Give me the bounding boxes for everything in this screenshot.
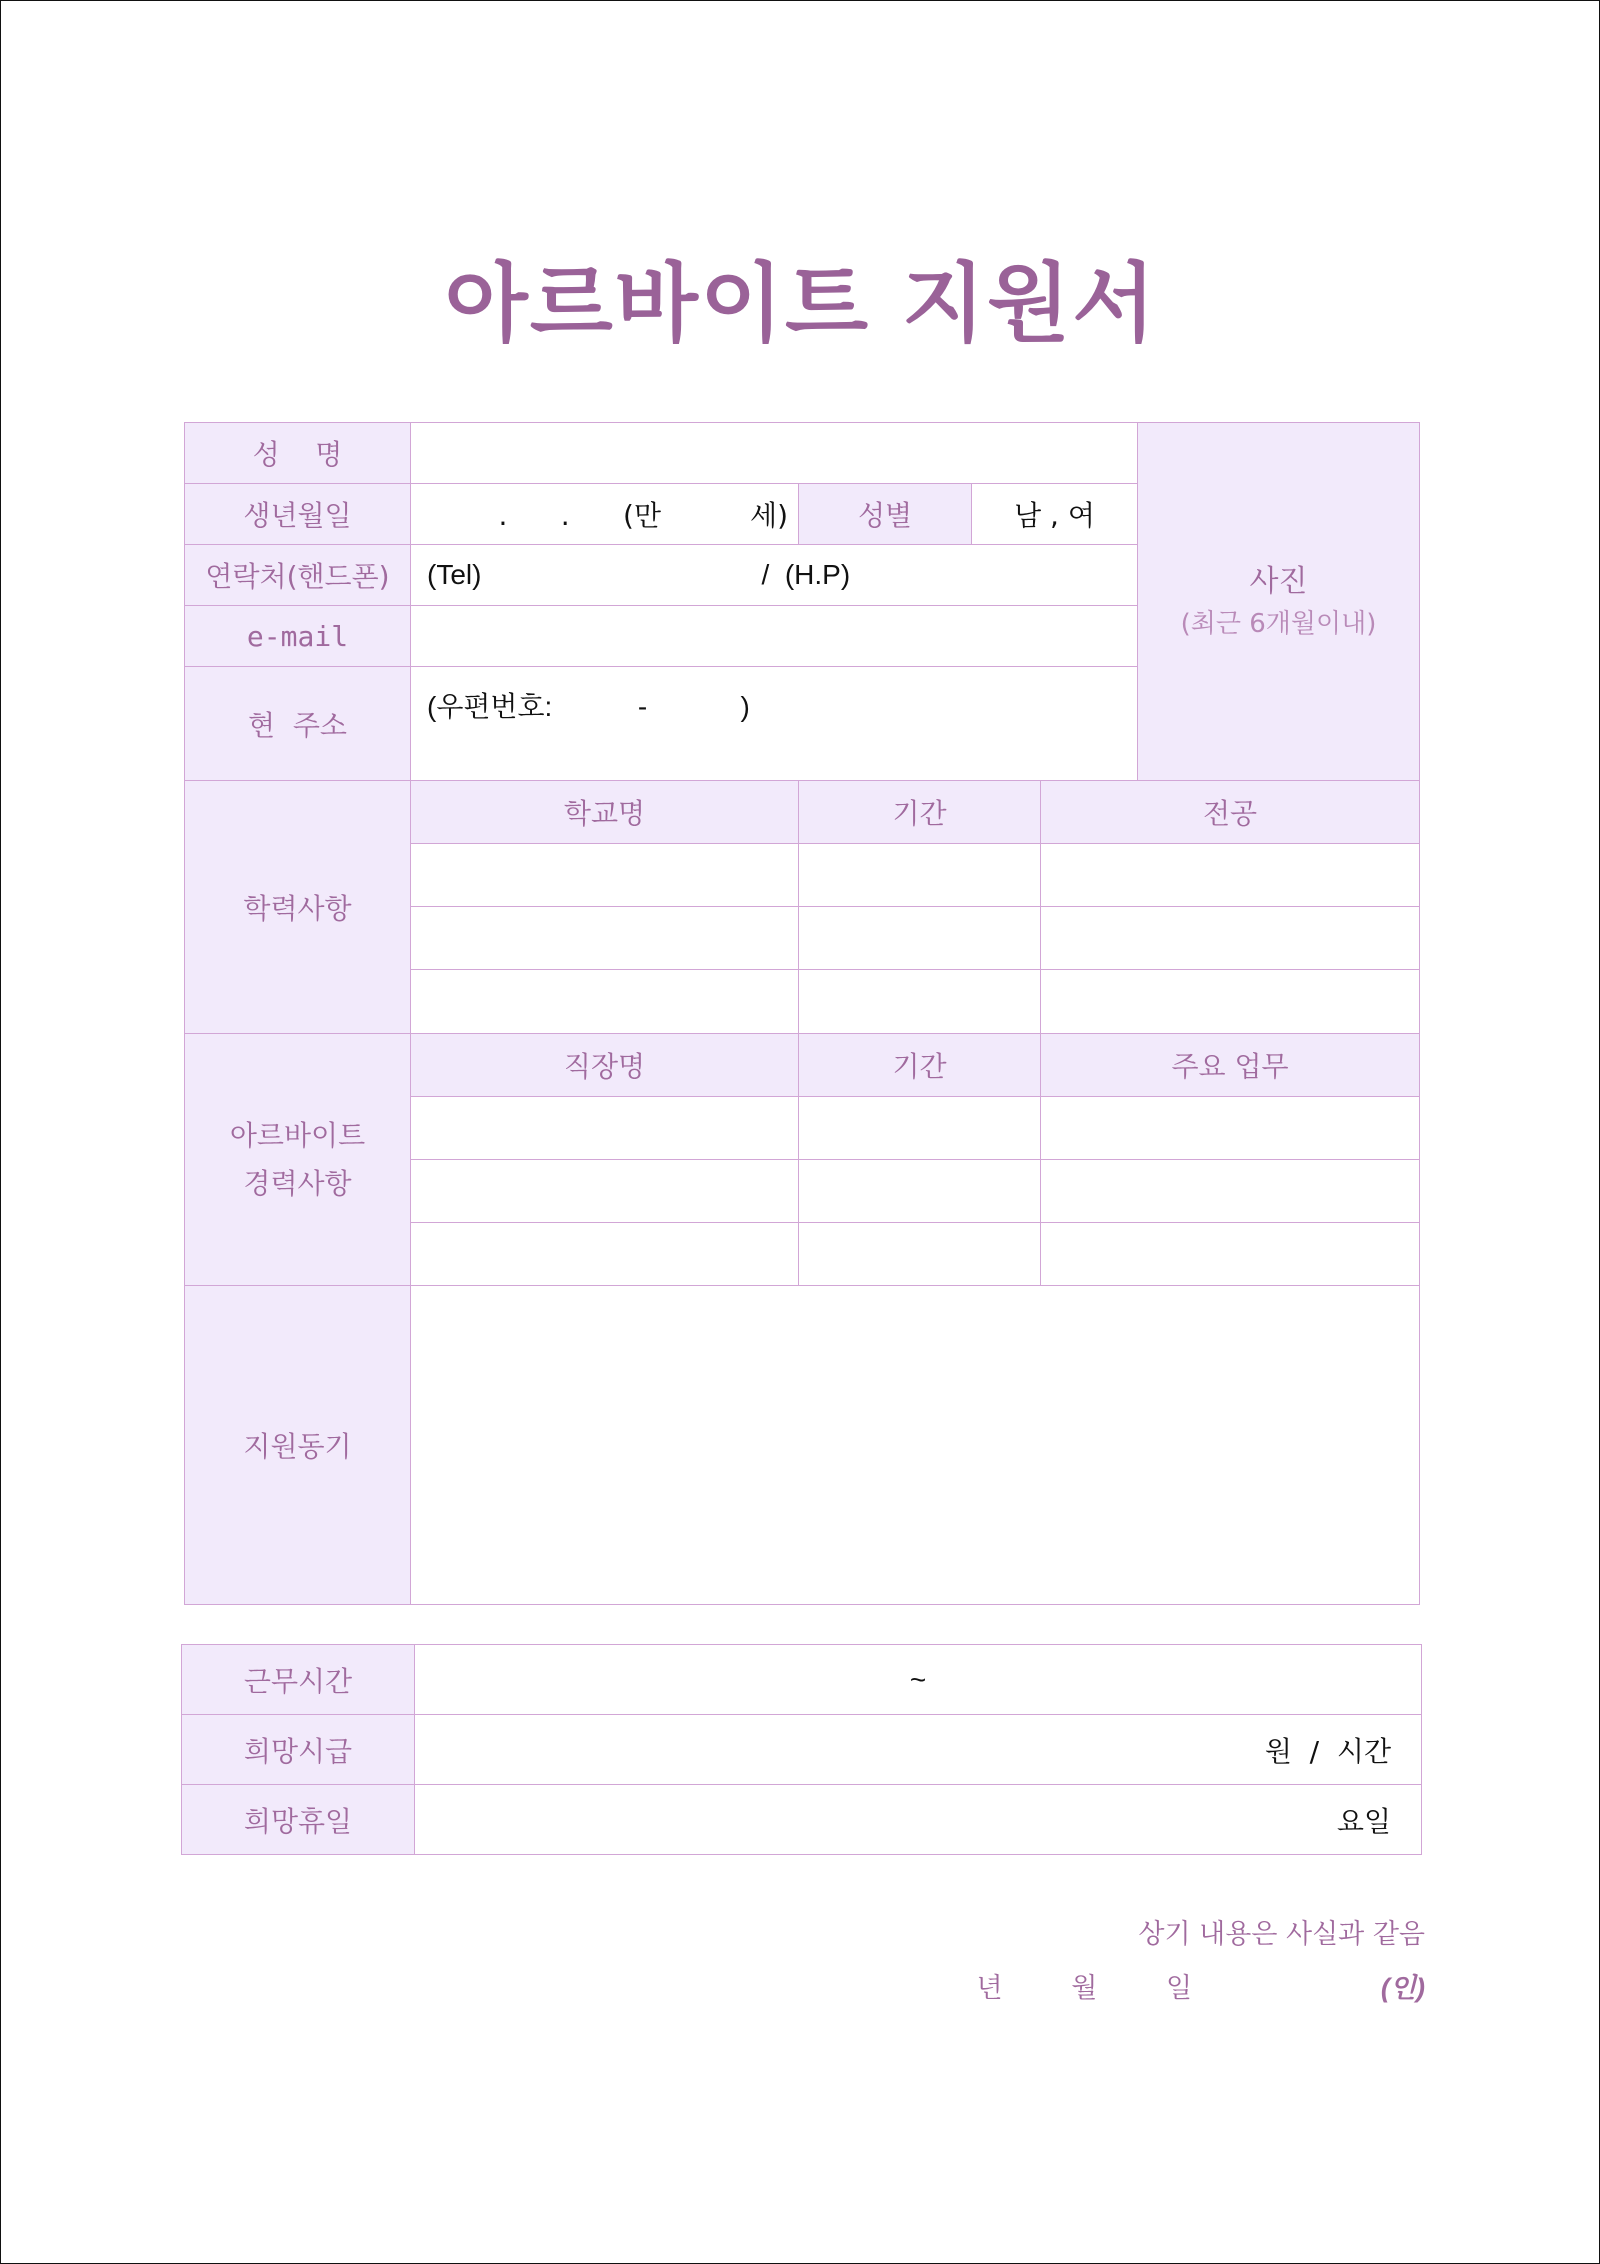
motivation-label: 지원동기 [184,1285,411,1605]
career-header-duties: 주요 업무 [1040,1033,1420,1097]
career-workplace-cell[interactable] [410,1159,799,1223]
education-period-cell[interactable] [798,843,1041,907]
desired-wage-label: 희망시급 [181,1714,415,1785]
education-major-cell[interactable] [1040,843,1420,907]
address-label: 현 주소 [184,666,411,781]
desired-holiday-field[interactable]: 요일 [414,1784,1422,1855]
education-school-cell[interactable] [410,843,799,907]
education-header-period: 기간 [798,780,1041,844]
desired-wage-field[interactable]: 원 / 시간 [414,1714,1422,1785]
work-hours-label: 근무시간 [181,1644,415,1715]
career-header-period: 기간 [798,1033,1041,1097]
work-hours-field[interactable]: ~ [414,1644,1422,1715]
address-field[interactable]: (우편번호: - ) [410,666,1138,781]
name-field[interactable] [410,422,1138,484]
form-title: 아르바이트 지원서 [444,254,1158,354]
contact-label: 연락처(핸드폰) [184,544,411,606]
career-period-cell[interactable] [798,1222,1041,1286]
career-duties-cell[interactable] [1040,1096,1420,1160]
education-major-cell[interactable] [1040,969,1420,1034]
career-duties-cell[interactable] [1040,1159,1420,1223]
gender-field[interactable]: 남 , 여 [971,483,1138,545]
career-duties-cell[interactable] [1040,1222,1420,1286]
career-header-workplace: 직장명 [410,1033,799,1097]
education-header-school: 학교명 [410,780,799,844]
date-line: 년 월 일 [976,1973,1193,2004]
desired-holiday-label: 희망휴일 [181,1784,415,1855]
seal-mark: (인) [1380,1973,1425,2003]
motivation-field[interactable] [410,1285,1420,1605]
education-period-cell[interactable] [798,906,1041,970]
photo-box[interactable] [1137,422,1420,781]
education-header-major: 전공 [1040,780,1420,844]
email-label: e-mail [184,605,411,667]
photo-label: 사진 [1249,563,1308,599]
signature-line [977,1966,1425,2005]
career-workplace-cell[interactable] [410,1096,799,1160]
career-period-cell[interactable] [798,1096,1041,1160]
education-school-cell[interactable] [410,969,799,1034]
birth-label: 생년월일 [184,483,411,545]
email-field[interactable] [410,605,1138,667]
education-period-cell[interactable] [798,969,1041,1034]
education-label: 학력사항 [184,780,411,1034]
education-major-cell[interactable] [1040,906,1420,970]
career-label: 아르바이트 경력사항 [184,1033,411,1286]
career-workplace-cell[interactable] [410,1222,799,1286]
career-period-cell[interactable] [798,1159,1041,1223]
name-label: 성 명 [184,422,411,484]
photo-note: (최근 6개월이내) [1180,608,1377,639]
certification-statement: 상기 내용은 사실과 같음 [1138,1919,1425,1950]
education-school-cell[interactable] [410,906,799,970]
birth-field[interactable]: . . (만 세) [410,483,799,545]
gender-label: 성별 [798,483,972,545]
contact-field[interactable]: (Tel) / (H.P) [410,544,1138,606]
